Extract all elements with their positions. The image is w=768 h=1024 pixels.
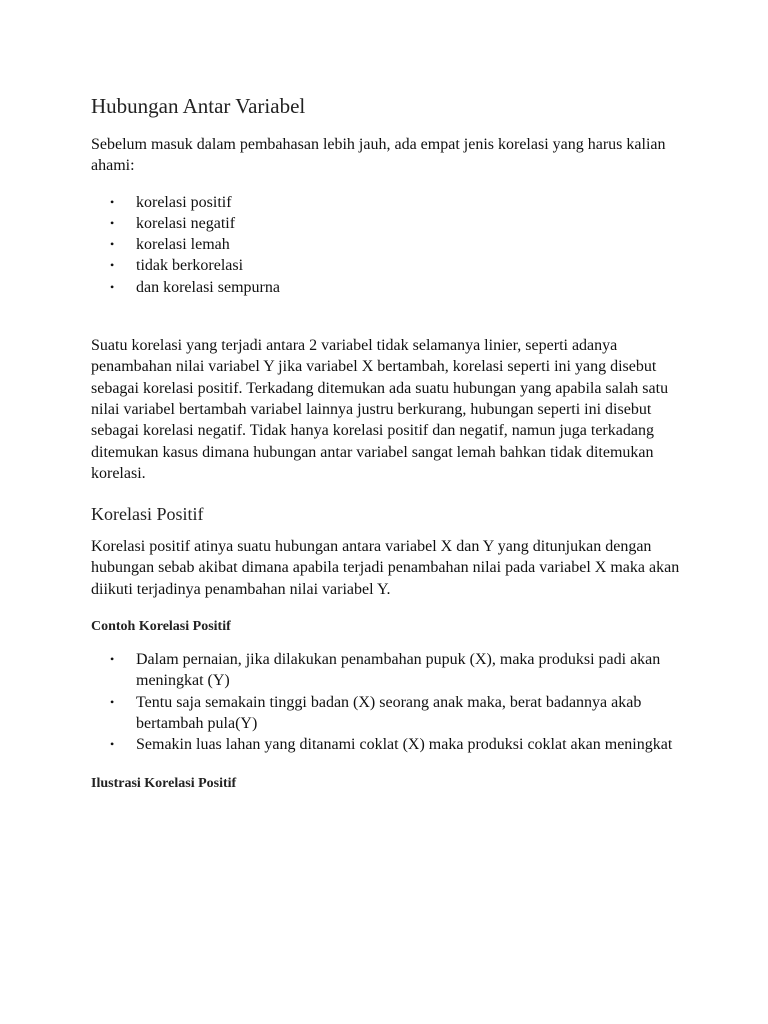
list-item: • tidak berkorelasi bbox=[91, 255, 691, 276]
examples-heading: Contoh Korelasi Positif bbox=[91, 619, 231, 635]
correlation-types-list bbox=[91, 192, 691, 298]
illustration-heading: Ilustrasi Korelasi Positif bbox=[91, 775, 237, 791]
list-item: • korelasi lemah bbox=[91, 234, 691, 255]
document-page bbox=[91, 92, 691, 806]
list-item: • dan korelasi sempurna bbox=[91, 277, 691, 298]
list-item: • Tentu saja semakain tinggi badan (X) seorang anak maka, berat badannya akab bertambah pula(Y) bbox=[91, 692, 691, 735]
page-title: Hubungan Antar Variabel bbox=[91, 94, 306, 118]
list-item: • Semakin luas lahan yang ditanami coklat (X) maka produksi coklat akan meningkat bbox=[91, 734, 691, 755]
definition-paragraph: Korelasi positif atinya suatu hubungan antara variabel X dan Y yang ditunjukan dengan hubungan sebab akibat dimana apabila terjadi penambahan nilai pada variabel X maka akan diikuti terjadinya penambahan nilai variabel Y. bbox=[91, 538, 680, 598]
examples-list bbox=[91, 649, 691, 755]
section-heading: Korelasi Positif bbox=[91, 504, 204, 525]
list-item: • korelasi negatif bbox=[91, 213, 691, 234]
body-paragraph: Suatu korelasi yang terjadi antara 2 variabel tidak selamanya linier, seperti adanya penambahan nilai variabel Y jika variabel X bertambah, korelasi seperti ini yang disebut sebagai korelasi positif. Terkadang ditemukan ada suatu hubungan yang apabila salah satu nilai variabel bertambah variabel lainnya justru berkurang, hubungan seperti ini disebut sebagai korelasi negatif. Tidak hanya korelasi positif dan negatif, namun juga terkadang ditemukan kasus dimana hubungan antar variabel sangat lemah bahkan tidak ditemukan korelasi. bbox=[91, 337, 669, 482]
list-item: • Dalam pernaian, jika dilakukan penambahan pupuk (X), maka produksi padi akan meningkat (Y) bbox=[91, 649, 691, 692]
list-item: • korelasi positif bbox=[91, 192, 691, 213]
intro-paragraph: Sebelum masuk dalam pembahasan lebih jauh, ada empat jenis korelasi yang harus kalian ahami: bbox=[91, 136, 666, 175]
